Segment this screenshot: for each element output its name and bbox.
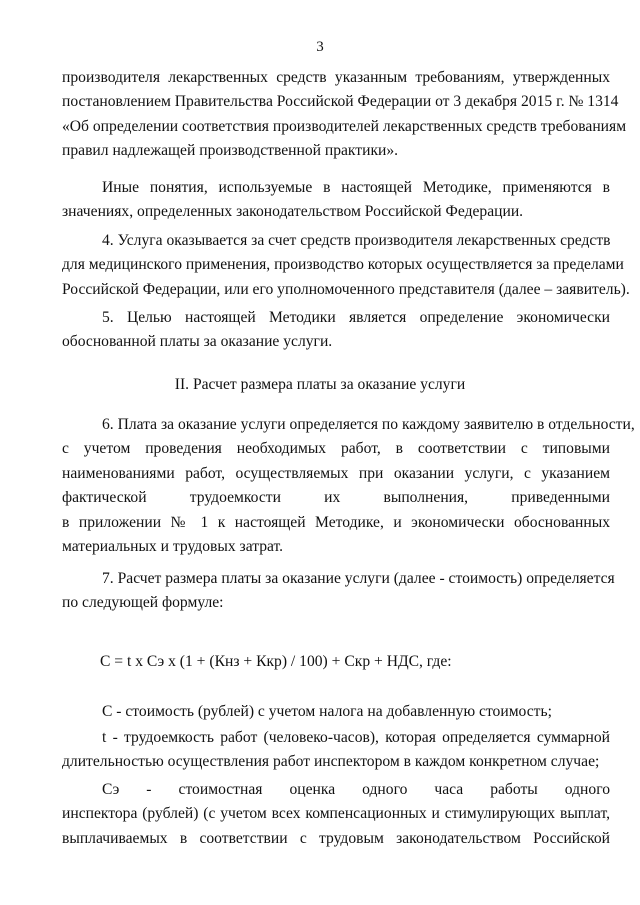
text-line: обоснованной платы за оказание услуги. bbox=[62, 333, 333, 351]
text-line: правил надлежащей производственной практики». bbox=[62, 142, 399, 160]
text-line: t - трудоемкость работ (человеко-часов), которая определяется суммарной bbox=[102, 729, 610, 746]
text-line: «Об определении соответствия производителей лекарственных средств требованиям bbox=[62, 117, 627, 135]
text-line: наименованиями работ, осуществляемых при оказании услуги, с указанием bbox=[62, 464, 610, 482]
text-line: 5. Целью настоящей Методики является определение экономически bbox=[102, 309, 610, 326]
text-line: Сэ - стоимостная оценка одного часа работы одного bbox=[102, 781, 610, 798]
text-line: выплачиваемых в соответствии с трудовым законодательством Российской bbox=[62, 829, 610, 847]
text-line: длительностью осуществления работ инспектором в каждом конкретном случае; bbox=[62, 753, 600, 771]
paragraph-6 bbox=[62, 413, 635, 559]
paragraph-continuation bbox=[62, 66, 627, 164]
text-line: С - стоимость (рублей) с учетом налога на добавленную стоимость; bbox=[102, 703, 552, 720]
definition-t bbox=[62, 726, 610, 775]
text-line: 6. Плата за оказание услуги определяется по каждому заявителю в отдельности, bbox=[102, 416, 635, 433]
text-line: 7. Расчет размера платы за оказание услуги (далее - стоимость) определяется bbox=[102, 570, 615, 587]
text-line: фактической трудоемкости их выполнения, приведенными bbox=[62, 489, 610, 507]
text-line: 4. Услуга оказывается за счет средств производителя лекарственных средств bbox=[102, 232, 611, 249]
definition-se bbox=[62, 778, 610, 851]
text-line: с учетом проведения необходимых работ, в соответствии с типовыми bbox=[62, 440, 610, 458]
paragraph-5 bbox=[62, 306, 610, 355]
text-line: постановлением Правительства Российской Федерации от 3 декабря 2015 г. № 1314 bbox=[62, 93, 619, 111]
text-line: по следующей формуле: bbox=[62, 594, 224, 612]
paragraph-other-terms bbox=[62, 176, 610, 225]
cost-formula: С = t х Сэ х (1 + (Кнз + Ккр) / 100) + Скр + НДС, где: bbox=[100, 653, 452, 670]
definition-c bbox=[62, 700, 610, 724]
text-line: Российской Федерации, или его уполномоченного представителя (далее – заявитель). bbox=[62, 280, 630, 298]
paragraph-4 bbox=[62, 229, 630, 302]
text-line: для медицинского применения, производство которых осуществляется за пределами bbox=[62, 256, 624, 274]
text-line: материальных и трудовых затрат. bbox=[62, 537, 284, 555]
paragraph-7 bbox=[62, 567, 615, 616]
text-line: Иные понятия, используемые в настоящей Методике, применяются в bbox=[102, 179, 610, 196]
page-number: 3 bbox=[316, 39, 324, 55]
text-line: значениях, определенных законодательством Российской Федерации. bbox=[62, 203, 524, 221]
section-heading: II. Расчет размера платы за оказание услуги bbox=[174, 376, 466, 393]
text-line: инспектора (рублей) (с учетом всех компенсационных и стимулирующих выплат, bbox=[62, 805, 610, 823]
text-line: производителя лекарственных средств указанным требованиям, утвержденных bbox=[62, 69, 610, 86]
text-line: в приложении № 1 к настоящей Методике, и экономически обоснованных bbox=[62, 513, 610, 531]
